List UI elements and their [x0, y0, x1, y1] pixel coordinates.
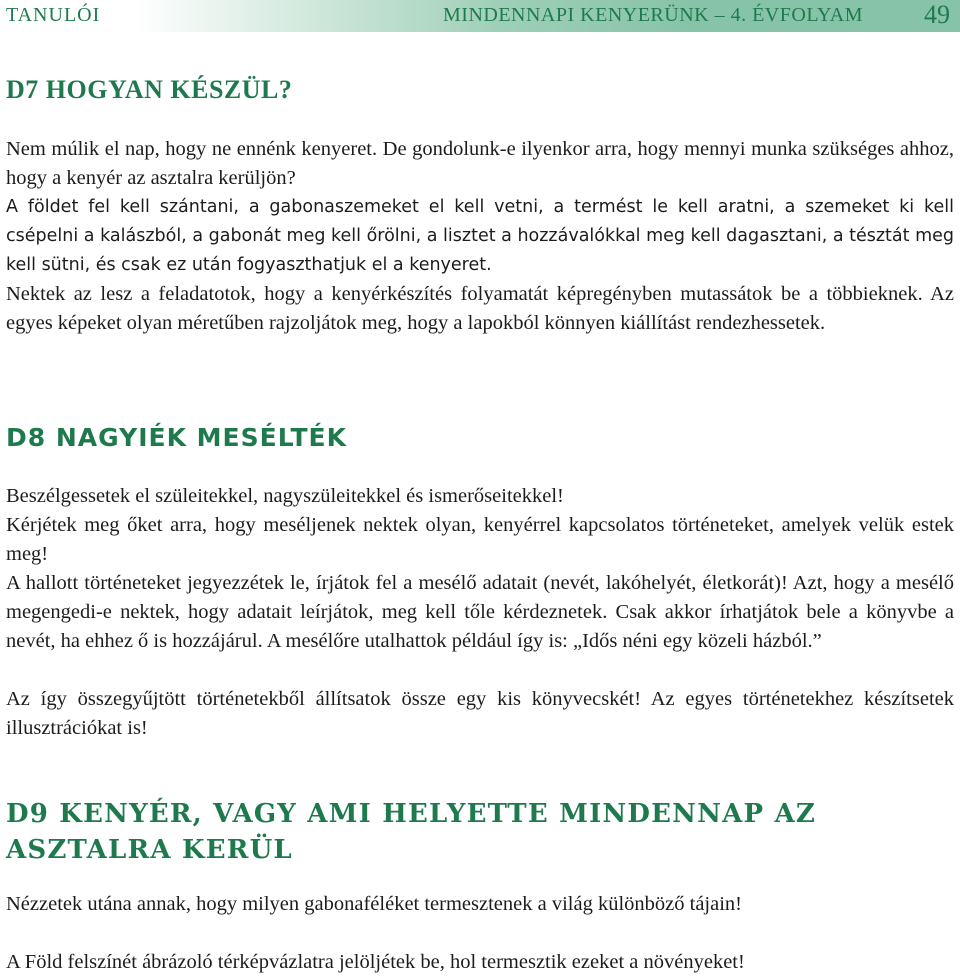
page-number: 49 — [924, 0, 950, 29]
d8-paragraph-2: Kérjétek meg őket arra, hogy meséljenek nektek olyan, kenyérrel kapcsolatos történeteket, amelyek velük estek meg! — [6, 514, 954, 565]
d8-paragraph-4: Az így összegyűjtött történetekből állítsatok össze egy kis könyvecskét! Az egyes történetekhez készítsetek illusztrációkat is! — [6, 688, 954, 739]
d7-paragraph-2: A földet fel kell szántani, a gabonaszemeket el kell vetni, a termést le kell aratni, a szemeket ki kell csépelni a kalászból, a gabonát meg kell őrölni, a lisztet a hozzávalókkal meg kell dagasztani, a tésztát meg kell sütni, és csak ez után fogyaszthatjuk el a kenyeret. — [6, 197, 954, 275]
d9-paragraph-1: Nézzetek utána annak, hogy milyen gabonaféléket termesztenek a világ különböző tájain! — [6, 893, 742, 915]
header-section-label: TANULÓI — [6, 4, 101, 26]
section-title-d7: D7 HOGYAN KÉSZÜL? — [6, 75, 293, 104]
section-title-d8: D8 NAGYIÉK MESÉLTÉK — [6, 423, 347, 452]
d7-paragraph-1: Nem múlik el nap, hogy ne ennénk kenyeret. De gondolunk-e ilyenkor arra, hogy mennyi munka szükséges ahhoz, hogy a kenyér az asztalra kerüljön? — [6, 138, 954, 189]
d9-paragraph-2: A Föld felszínét ábrázoló térképvázlatra jelöljétek be, hol termesztik ezeket a növényeket! — [6, 951, 745, 973]
d8-paragraph-3: A hallott történeteket jegyezzétek le, írjátok fel a mesélő adatait (nevét, lakóhelyét, életkorát)! Azt, hogy a mesélő megengedi-e nektek, hogy adatait leírjátok, meg kell tőle kérdeznetek. Csak akkor írhatjátok bele a könyvbe a nevét, ha ehhez ő is hozzájárul. A mesélőre utalhattok például így is: „Idős néni egy közeli házból.” — [6, 572, 954, 652]
page-header — [0, 0, 960, 32]
header-book-title: MINDENNAPI KENYERÜNK – 4. ÉVFOLYAM — [443, 4, 863, 26]
section-title-d9: D9 KENYÉR, VAGY AMI HELYETTE MINDENNAP AZ ASZTALRA KERÜL — [6, 799, 817, 865]
d7-paragraph-3: Nektek az lesz a feladatotok, hogy a kenyérkészítés folyamatát képregényben mutassátok be a többieknek. Az egyes képeket olyan méretűben rajzoljátok meg, hogy a lapokból könnyen kiállítást rendezhessetek. — [6, 283, 954, 334]
d8-paragraph-1: Beszélgessetek el szüleitekkel, nagyszüleitekkel és ismerőseitekkel! — [6, 485, 564, 507]
